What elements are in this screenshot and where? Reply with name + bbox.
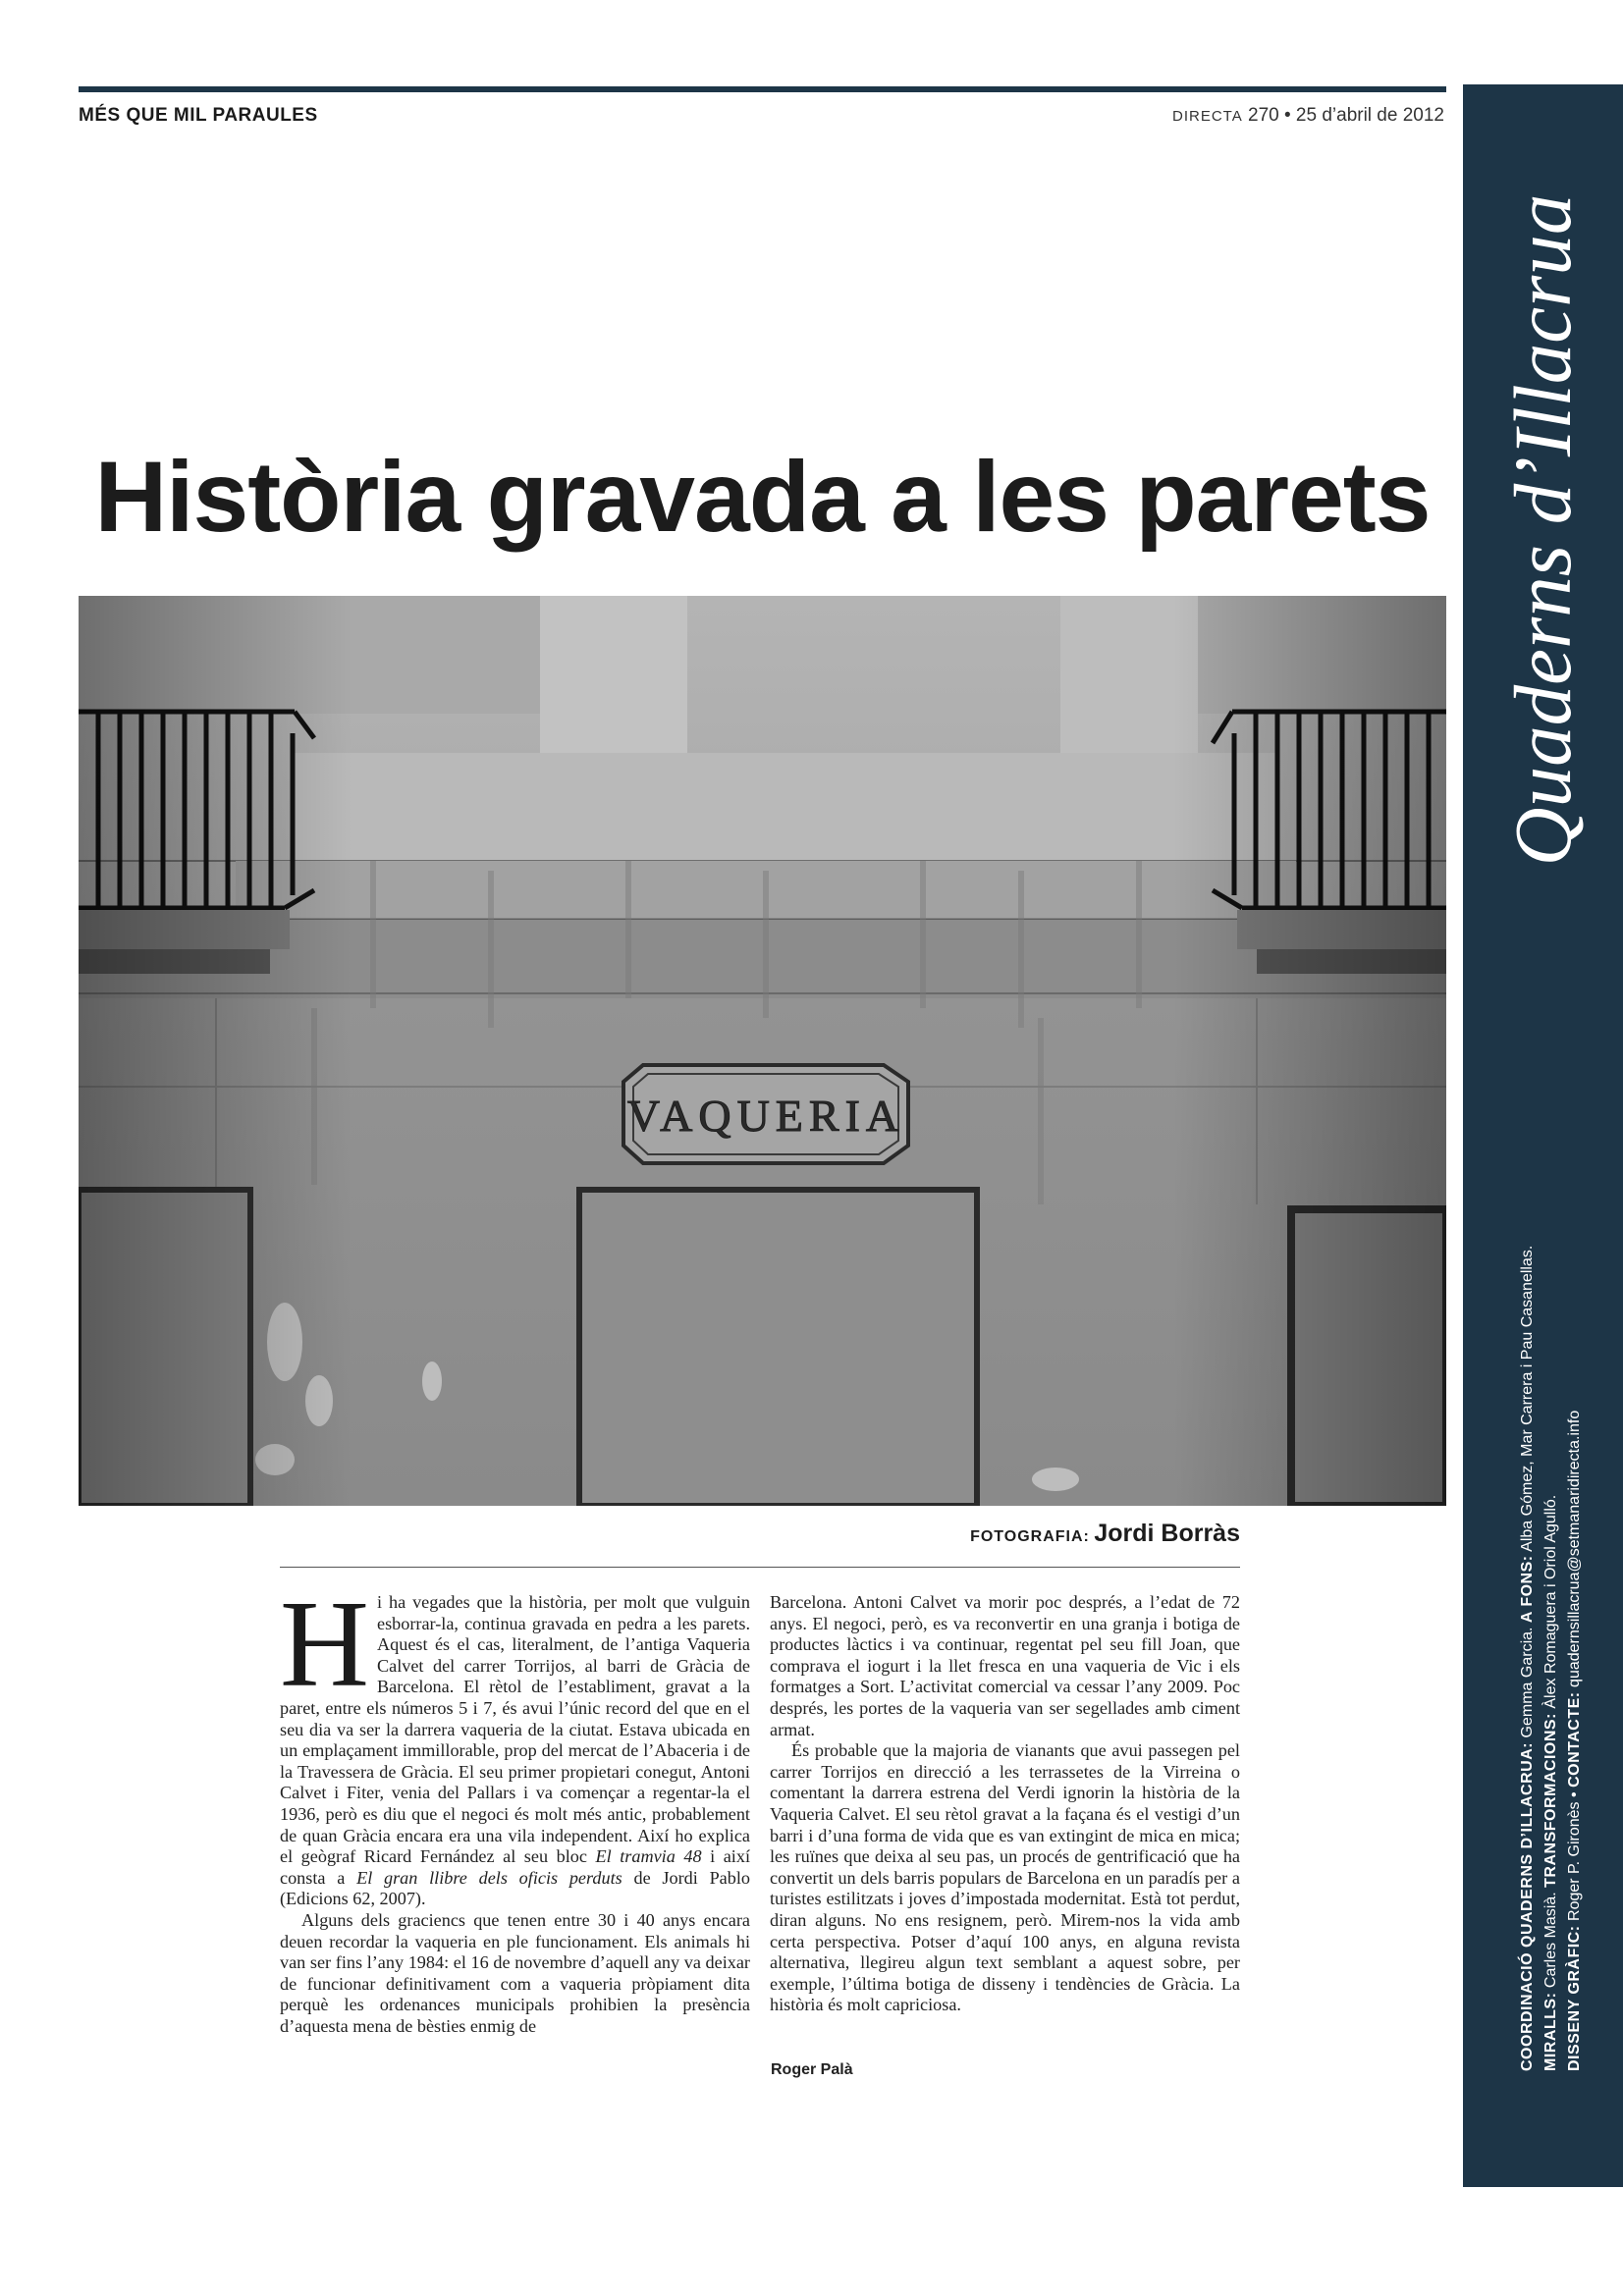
credits-line-3: DISSENY GRÀFIC: Roger P. Gironès • CONTACTE: quadernsillacrua@setmanaridirecta.info [1566, 1410, 1583, 2071]
photographer-name: Jordi Borràs [1094, 1520, 1240, 1547]
issue-date: 25 d’abril de 2012 [1295, 105, 1444, 126]
section-label: MÉS QUE MIL PARAULES [79, 105, 318, 126]
article-column-1 [280, 1576, 751, 2037]
blog-title: El tramvia 48 [595, 1846, 702, 1867]
paragraph: És probable que la majoria de vianants que avui passegen pel carrer Torrijos en direcció a les terrassetes de la Virreina o comentant la darrera estrena del Verdi ignorin la història de la Vaqueria Calvet. El seu rètol gravat a la façana és el vestigi d’un barri i d’una forma de vida que es van extingint de mica en mica; les ruïnes que deixa al seu pas, un procés de gentrificació que ha convertit un dels barris populars de Barcelona en un paradís per a turistes estilitzats i joves d’impostada modernitat. Està tot perdut, diran alguns. No ens resignem, però. Mirem-nos la vida amb certa perspectiva. Potser d’aquí 100 anys, en alguna revista alternativa, llegireu algun text semblant a aquest sobre, per exemple, l’última botiga de disseny i tendències de Gràcia. La història és molt capriciosa. [770, 1740, 1240, 2015]
paragraph: Hi ha vegades que la història, per molt que vulguin esborrar-la, continua gravada en pedra a les parets. Aquest és el cas, literalment, de l’antiga Vaqueria Calvet del carrer Torrijos, al barri de Gràcia de Barcelona. El rètol de l’establiment, gravat a la paret, entre els números 5 i 7, és avui l’únic record del que en el seu dia va ser la darrera vaqueria de la ciutat. Estava ubicada en un emplaçament immillorable, prop del mercat de l’Abaceria i de la Travessera de Gràcia. El seu primer propietari conegut, Antoni Calvet i Fiter, venia del Pallars i va començar a regentar-la el 1936, però es diu que el negoci és molt més antic, probablement de quan Gràcia encara era una vila independent. Així ho explica el geògraf Ricard Fernández al seu bloc El tramvia 48 i així consta a El gran llibre dels oficis perduts de Jordi Pablo (Edicions 62, 2007). [280, 1576, 751, 1909]
issue-number: 270 [1248, 105, 1279, 126]
brand-title: Quaderns d’Illacrua [1497, 193, 1588, 867]
staff-credits [1516, 1188, 1587, 2071]
paragraph: Alguns dels graciencs que tenen entre 30 i 40 anys encara deuen recordar la vaqueria en ple funcionament. Els animals hi van ser fins l’any 1984: el 16 de novembre d’aquell any va deixar de funcionar definitivament com a vaqueria pròpiament dita perquè les ordenances municipals prohibien la presència d’aquesta mena de bèsties enmig de [280, 1909, 750, 2036]
photo-credit [970, 1520, 1240, 1548]
book-title: El gran llibre dels oficis perduts [356, 1867, 622, 1888]
credits-line-2: MIRALLS: Carles Masià. TRANSFORMACIONS: Àlex Romaguera i Oriol Agulló. [1542, 1494, 1559, 2071]
credits-line-1: COORDINACIÓ QUADERNS D’ILLACRUA: Gemma Garcia. A FONS: Alba Gómez, Mar Carrera i Pau Casanellas. [1519, 1245, 1536, 2071]
page-title: Història gravada a les parets [94, 441, 1431, 553]
top-rule [79, 86, 1446, 92]
facade-photo [79, 596, 1446, 1506]
issue-separator: • [1283, 105, 1291, 126]
contact-email: quadernsillacrua@setmanaridirecta.info [1566, 1410, 1583, 1687]
paragraph: Barcelona. Antoni Calvet va morir poc després, a l’edat de 72 anys. El negoci, però, es va reconvertir en una granja i botiga de productes làctics i va continuar, regentat pel seu fill Joan, que comprava el iogurt i la llet fresca en una vaqueria de Vic i els formatges a Sort. L’activitat comercial va cessar l’any 2009. Poc després, les portes de la vaqueria van ser segellades amb ciment armat. [770, 1592, 1240, 1739]
author-byline: Roger Palà [771, 2061, 853, 2078]
credit-label: FOTOGRAFIA: [970, 1528, 1090, 1545]
article-column-2 [770, 1592, 1240, 2016]
publication-name: DIRECTA [1171, 108, 1243, 125]
issue-info [1172, 105, 1444, 127]
credit-divider [280, 1567, 1240, 1568]
drop-cap: H [280, 1576, 369, 1713]
